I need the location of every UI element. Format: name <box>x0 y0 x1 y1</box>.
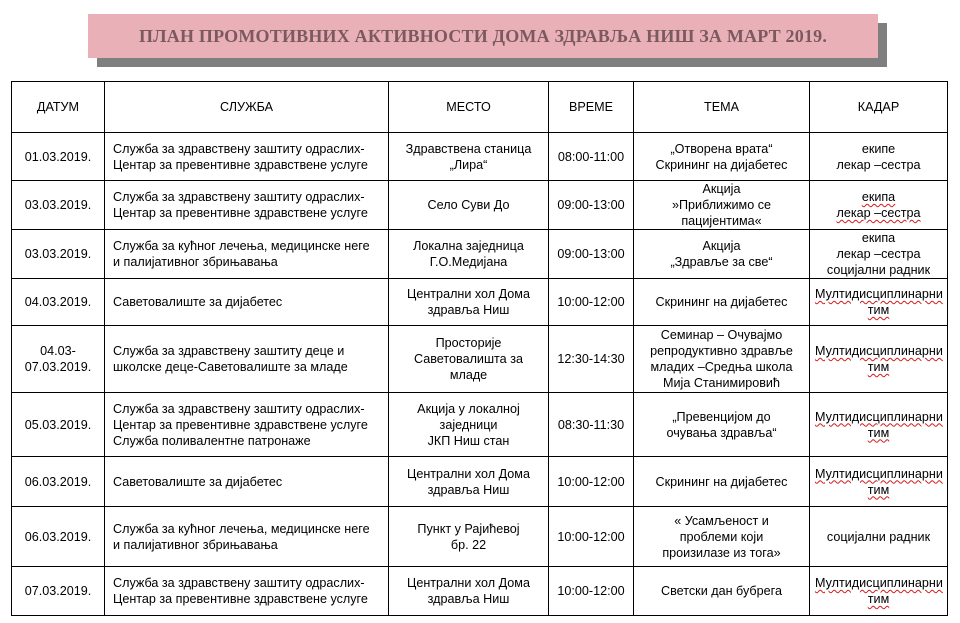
staff-cell <box>810 326 948 393</box>
service-cell-line: Служба за кућног лечења, медицинске неге <box>113 521 370 536</box>
place-cell-line: ЈКП Ниш стан <box>427 433 510 448</box>
time-cell: 08:00-11:00 <box>549 133 634 181</box>
staff-cell <box>810 181 948 230</box>
table-row <box>12 393 948 457</box>
service-cell <box>105 507 389 567</box>
staff-cell-line: тим <box>867 592 890 606</box>
service-cell-line: Саветовалиште за дијабетес <box>113 295 283 309</box>
service-cell-line: Служба за здравствену заштиту деце и <box>113 344 345 358</box>
date-cell-line: 03.03.2019. <box>24 198 92 212</box>
table-header-row <box>12 82 948 133</box>
table-row <box>12 567 948 616</box>
topic-cell-line: Акција <box>702 239 741 253</box>
topic-cell <box>634 393 810 457</box>
place-cell-line: Акција у локалној <box>417 401 520 416</box>
time-cell: 10:00-12:00 <box>549 507 634 567</box>
service-cell-line: Саветовалиште за дијабетес <box>113 474 283 489</box>
table-row <box>12 133 948 181</box>
place-cell-line: бр. 22 <box>450 537 487 552</box>
place-cell-line: Пункт у Рајићевој <box>417 521 520 536</box>
place-cell-line: младе <box>449 368 488 382</box>
topic-cell-line: проблеми који <box>679 529 764 544</box>
topic-cell <box>634 507 810 567</box>
place-cell-line: Централни хол Дома <box>407 576 530 590</box>
topic-cell-line: „Превенцијом до <box>672 409 771 424</box>
staff-cell <box>810 507 948 567</box>
page-title: ПЛАН ПРОМОТИВНИХ АКТИВНОСТИ ДОМА ЗДРАВЉА НИШ ЗА МАРТ 2019. <box>138 25 828 46</box>
place-cell-line: здравља Ниш <box>427 303 510 317</box>
service-cell-line: Служба за здравствену заштиту одраслих- <box>113 401 365 416</box>
staff-cell-line: екипа <box>861 190 896 204</box>
service-cell-line: Служба за здравствену заштиту одраслих- <box>113 576 365 590</box>
table-row <box>12 457 948 507</box>
time-cell: 10:00-12:00 <box>549 457 634 507</box>
date-cell <box>12 279 105 326</box>
topic-cell <box>634 181 810 230</box>
staff-cell-line: Мултидисциплинарни <box>815 344 943 358</box>
staff-cell <box>810 133 948 181</box>
place-cell-line: Г.О.Медијана <box>429 255 508 269</box>
service-cell-line: Центар за превентивне здравствене услуге <box>113 206 368 220</box>
place-cell-line: Саветовалишта за <box>414 352 523 366</box>
staff-cell-line: тим <box>867 482 890 497</box>
date-cell-line: 03.03.2019. <box>24 247 92 261</box>
header-topic: ТЕМА <box>634 82 810 133</box>
date-cell-line: 06.03.2019. <box>24 529 92 544</box>
topic-cell-line: репродуктивно здравље <box>650 344 793 358</box>
topic-cell <box>634 457 810 507</box>
place-cell-line: Здравствена станица <box>405 141 532 156</box>
staff-cell-line: екипа <box>861 231 896 245</box>
staff-cell-line: лекар –сестра <box>836 247 921 261</box>
place-cell <box>389 133 549 181</box>
place-cell <box>389 507 549 567</box>
date-cell <box>12 507 105 567</box>
topic-cell-line: Акција <box>702 182 741 196</box>
topic-cell-line: „Здравље за све“ <box>670 255 773 269</box>
service-cell <box>105 279 389 326</box>
title-banner <box>88 14 878 58</box>
staff-cell-line: лекар –сестра <box>836 206 921 220</box>
staff-cell <box>810 567 948 616</box>
date-cell-line: 04.03.2019. <box>24 295 92 309</box>
place-cell-line: Село Суви До <box>427 198 510 212</box>
topic-cell <box>634 567 810 616</box>
table-row <box>12 326 948 393</box>
topic-cell-line: Скрининг на дијабетес <box>655 157 788 172</box>
place-cell-line: здравља Ниш <box>427 482 510 497</box>
time-cell: 09:00-13:00 <box>549 230 634 279</box>
topic-cell-line: »Приближимо се <box>671 198 772 212</box>
service-cell-line: Центар за превентивне здравствене услуге <box>113 157 368 172</box>
header-time: ВРЕМЕ <box>549 82 634 133</box>
time-cell: 10:00-12:00 <box>549 279 634 326</box>
service-cell-line: Центар за превентивне здравствене услуге <box>113 592 368 606</box>
date-cell-line: 07.03.2019. <box>24 584 92 598</box>
staff-cell <box>810 279 948 326</box>
topic-cell <box>634 133 810 181</box>
date-cell-line: 06.03.2019. <box>24 474 92 489</box>
staff-cell-line: тим <box>867 425 890 440</box>
table-row <box>12 230 948 279</box>
service-cell-line: и палијативног збрињавања <box>113 255 278 269</box>
staff-cell <box>810 230 948 279</box>
place-cell-line: Локална заједница <box>413 239 524 253</box>
staff-cell-line: Мултидисциплинарни <box>815 466 943 481</box>
time-cell: 09:00-13:00 <box>549 181 634 230</box>
date-cell-line: 04.03- <box>40 344 76 358</box>
date-cell <box>12 133 105 181</box>
service-cell-line: Служба за здравствену заштиту одраслих- <box>113 141 365 156</box>
staff-cell-line: социјални радник <box>826 263 931 277</box>
service-cell-line: Центар за превентивне здравствене услуге <box>113 417 368 432</box>
topic-cell-line: „Отворена врата“ <box>670 141 773 156</box>
staff-cell-line: екипе <box>861 141 896 156</box>
staff-cell-line: Мултидисциплинарни <box>815 409 943 424</box>
time-cell: 12:30-14:30 <box>549 326 634 393</box>
service-cell-line: школске деце-Саветовалиште за младе <box>113 360 348 374</box>
date-cell <box>12 457 105 507</box>
topic-cell-line: младих –Средња школа <box>650 360 793 374</box>
staff-cell-line: социјални радник <box>826 529 931 544</box>
service-cell <box>105 181 389 230</box>
table-row <box>12 507 948 567</box>
table-row <box>12 181 948 230</box>
service-cell-line: и палијативног збрињавања <box>113 537 278 552</box>
place-cell <box>389 457 549 507</box>
time-cell: 08:30-11:30 <box>549 393 634 457</box>
header-staff: КАДАР <box>810 82 948 133</box>
topic-cell-line: Семинар – Очувајмо <box>660 328 783 342</box>
staff-cell-line: лекар –сестра <box>836 157 921 172</box>
staff-cell-line: Мултидисциплинарни <box>815 576 943 590</box>
header-place: МЕСТО <box>389 82 549 133</box>
place-cell-line: Централни хол Дома <box>407 466 530 481</box>
service-cell-line: Служба за кућног лечења, медицинске неге <box>113 239 370 253</box>
date-cell <box>12 567 105 616</box>
topic-cell-line: очувања здравља“ <box>666 425 777 440</box>
date-cell <box>12 326 105 393</box>
table-row <box>12 279 948 326</box>
topic-cell-line: Скрининг на дијабетес <box>655 474 788 489</box>
staff-cell <box>810 393 948 457</box>
service-cell-line: Служба поливалентне патронаже <box>113 433 311 448</box>
service-cell <box>105 326 389 393</box>
service-cell <box>105 393 389 457</box>
place-cell-line: „Лира“ <box>449 157 488 172</box>
topic-cell-line: пацијентима« <box>681 214 762 228</box>
topic-cell-line: « Усамљеност и <box>674 513 769 528</box>
staff-cell-line: тим <box>867 360 890 374</box>
header-date: ДАТУМ <box>12 82 105 133</box>
place-cell <box>389 567 549 616</box>
topic-cell <box>634 230 810 279</box>
service-cell-line: Служба за здравствену заштиту одраслих- <box>113 190 365 204</box>
header-service: СЛУЖБА <box>105 82 389 133</box>
place-cell <box>389 393 549 457</box>
service-cell <box>105 230 389 279</box>
staff-cell <box>810 457 948 507</box>
date-cell-line: 01.03.2019. <box>24 149 92 164</box>
date-cell <box>12 393 105 457</box>
staff-cell-line: Мултидисциплинарни <box>815 287 943 301</box>
date-cell <box>12 230 105 279</box>
topic-cell-line: Мија Станимировић <box>663 376 780 390</box>
activity-table <box>11 81 948 616</box>
date-cell <box>12 181 105 230</box>
date-cell-line: 05.03.2019. <box>24 417 92 432</box>
place-cell <box>389 279 549 326</box>
place-cell-line: здравља Ниш <box>427 592 510 606</box>
place-cell-line: Централни хол Дома <box>407 287 530 301</box>
place-cell <box>389 230 549 279</box>
topic-cell <box>634 279 810 326</box>
place-cell <box>389 326 549 393</box>
place-cell-line: заједници <box>439 417 498 432</box>
place-cell-line: Просторије <box>435 336 502 350</box>
topic-cell-line: Скрининг на дијабетес <box>655 295 788 309</box>
service-cell <box>105 567 389 616</box>
place-cell <box>389 181 549 230</box>
time-cell: 10:00-12:00 <box>549 567 634 616</box>
staff-cell-line: тим <box>867 303 890 317</box>
topic-cell-line: произилазе из тога» <box>662 545 781 560</box>
service-cell <box>105 133 389 181</box>
topic-cell <box>634 326 810 393</box>
service-cell <box>105 457 389 507</box>
date-cell-line: 07.03.2019. <box>24 360 92 374</box>
topic-cell-line: Светски дан бубрега <box>661 584 782 598</box>
